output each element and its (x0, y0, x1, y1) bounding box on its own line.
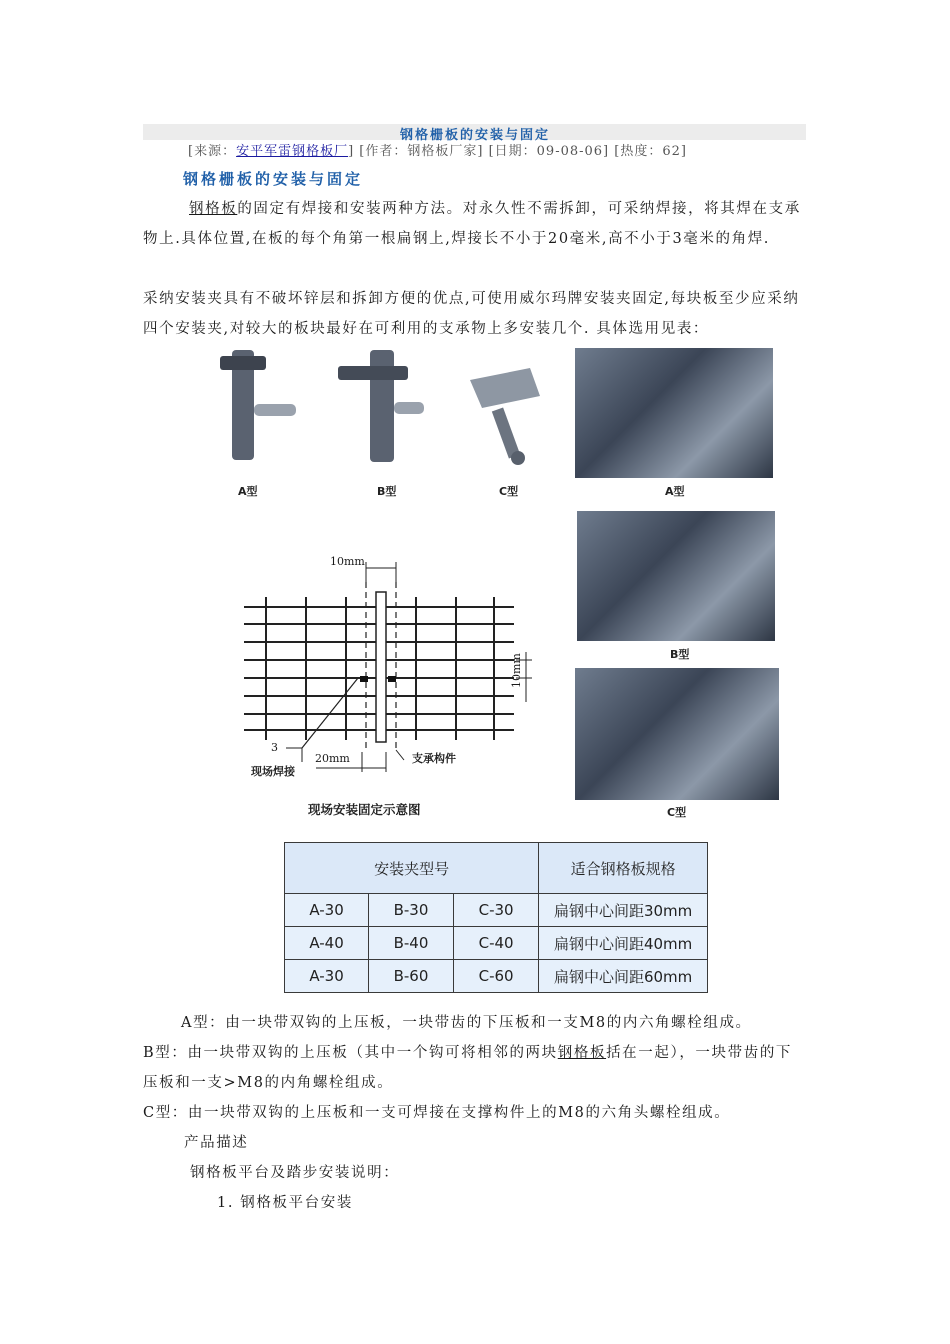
table-header-row (285, 843, 708, 894)
steel-grating-link-2[interactable]: 钢格板 (557, 1045, 607, 1061)
table-cell: B-40 (369, 927, 454, 960)
table-cell: B-60 (369, 960, 454, 993)
support-label: 支承构件 (412, 752, 456, 765)
desc-type-b (143, 1038, 807, 1098)
paragraph-1-text: 的固定有焊接和安装两种方法。对永久性不需拆卸，可采纳焊接，将其焊在支承物上.具体位置,在板的每个角第一根扁钢上,焊接长不小于20毫米,高不小于3毫米的角焊. (143, 201, 801, 247)
photo-c-label: C型 (667, 806, 687, 819)
clip-b-image (338, 350, 424, 462)
step-1-heading: 1. 钢格板平台安装 (217, 1195, 353, 1211)
section-subtitle: 钢格栅板的安装与固定 (183, 170, 364, 188)
photo-a-installed (575, 348, 773, 478)
install-instructions-heading: 钢格板平台及踏步安装说明： (190, 1165, 400, 1181)
paragraph-2: 采纳安装夹具有不破坏锌层和拆卸方便的优点,可使用威尔玛牌安装夹固定,每块板至少应采纳四个安装夹,对较大的板块最好在可利用的支承物上多安装几个. 具体选用见表： (143, 291, 800, 337)
weld-label: 现场焊接 (251, 765, 295, 778)
photo-a-label: A型 (665, 485, 685, 498)
clip-spec-table (284, 842, 708, 993)
table-cell: C-30 (453, 894, 538, 927)
desc-type-c: C型：由一块带双钩的上压板和一支可焊接在支撑构件上的M8的六角头螺栓组成。 (143, 1105, 731, 1121)
desc-type-a: A型：由一块带双钩的上压板，一块带齿的下压板和一支M8的内六角螺栓组成。 (181, 1015, 752, 1031)
steel-grating-link[interactable]: 钢格板 (189, 201, 238, 217)
meta-prefix: [来源： (188, 144, 237, 159)
paragraph-1 (143, 194, 807, 254)
weld-number: 3 (271, 741, 278, 754)
diagram-caption: 现场安装固定示意图 (308, 802, 421, 817)
table-row (285, 927, 708, 960)
clip-a-image (220, 350, 296, 460)
dim-bottom-label: 20mm (315, 752, 350, 765)
table-row (285, 894, 708, 927)
meta-rest: ] [作者：钢格板厂家] [日期：09-08-06] [热度：62] (348, 144, 687, 159)
clip-b-label: B型 (377, 485, 397, 498)
table-header-clip-model: 安装夹型号 (285, 843, 539, 894)
product-description-heading: 产品描述 (184, 1135, 249, 1151)
photo-b-installed (577, 511, 775, 641)
clip-c-label: C型 (499, 485, 519, 498)
table-cell: 扁钢中心间距40mm (539, 927, 708, 960)
photo-b-label: B型 (670, 648, 690, 661)
table-cell: 扁钢中心间距30mm (539, 894, 708, 927)
table-cell: 扁钢中心间距60mm (539, 960, 708, 993)
desc-type-b-post: 括在一起），一块带齿的下压板和一支>M8的内角螺栓组成。 (143, 1045, 793, 1091)
table-header-grating-spec: 适合钢格板规格 (539, 843, 708, 894)
desc-type-b-pre: B型：由一块带双钩的上压板（其中一个钩可将相邻的两块 (143, 1045, 558, 1061)
table-row (285, 960, 708, 993)
table-cell: A-40 (285, 927, 369, 960)
dim-top-label: 10mm (330, 555, 365, 568)
photo-c-installed (575, 668, 779, 800)
table-cell: A-30 (285, 894, 369, 927)
gap-plate (376, 592, 386, 742)
source-link[interactable]: 安平军雷钢格板厂 (236, 144, 349, 159)
dim-right-label: 10mm (510, 653, 523, 688)
table-cell: A-30 (285, 960, 369, 993)
clip-c-image (470, 368, 540, 465)
table-cell: C-40 (453, 927, 538, 960)
clip-a-label: A型 (238, 485, 258, 498)
meta-line (188, 140, 687, 159)
document-title: 钢格栅板的安装与固定 (399, 128, 550, 143)
table-cell: C-60 (453, 960, 538, 993)
installation-diagram (236, 552, 536, 792)
table-cell: B-30 (369, 894, 454, 927)
clip-images (200, 340, 560, 500)
